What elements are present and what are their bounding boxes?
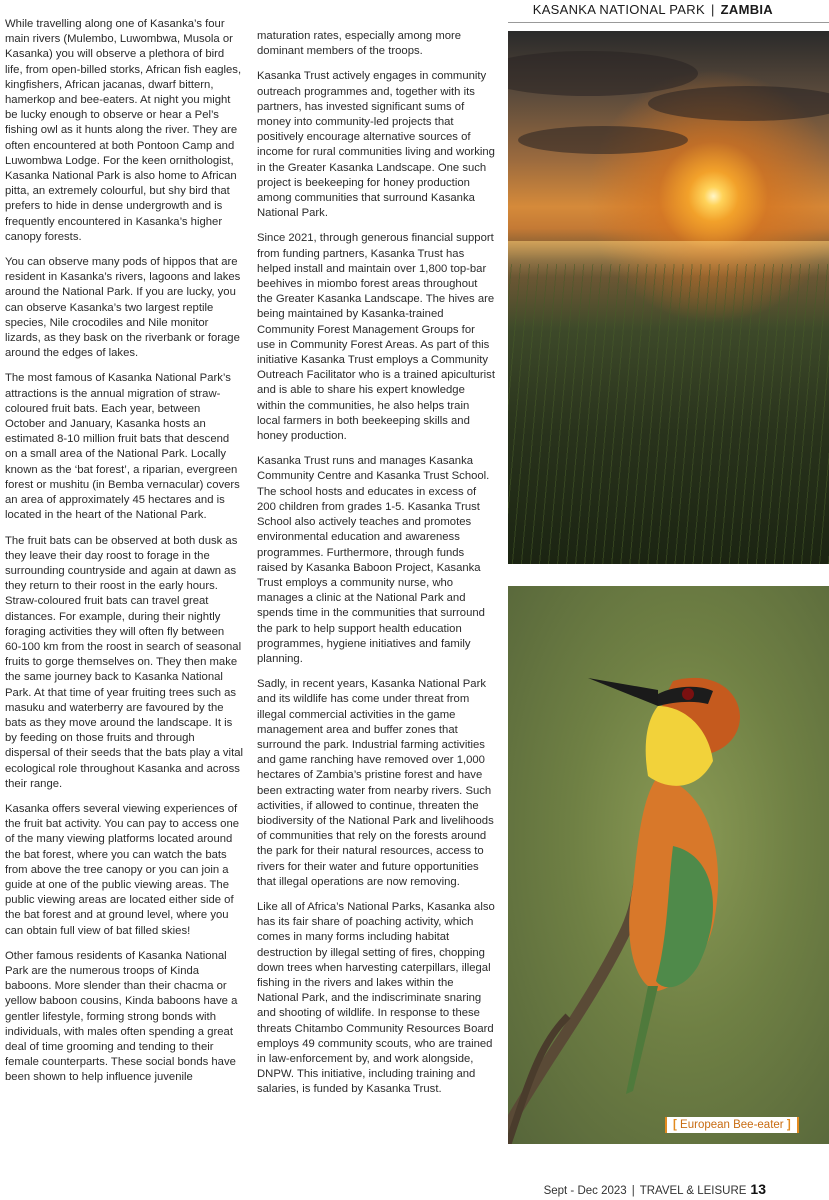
caption-text: European Bee-eater	[680, 1119, 784, 1131]
header-country: ZAMBIA	[720, 2, 773, 17]
caption-bracket-open: [	[673, 1119, 677, 1131]
cloud-shape	[518, 126, 688, 154]
header-separator: |	[710, 2, 715, 17]
bee-eater-bird-photo	[508, 586, 829, 1144]
paragraph: Kasanka Trust runs and manages Kasanka Community Centre and Kasanka Trust School. The school hosts and educates in excess of 200 children from grades 1-5. Kasanka Trust School also actively teaches and promotes environmental education and awareness programmes. Furthermore, through funds raised by Kasanka Baboon Project, Kasanka Trust employs a community nurse, who manages a clinic at the National Park and spends time in the communities that surround the park to help support health education programmes, hygiene initiatives and family planning.	[257, 455, 490, 665]
footer-magazine: TRAVEL & LEISURE	[639, 1185, 747, 1197]
paragraph: maturation rates, especially among more dominant members of the troops.	[257, 30, 462, 58]
paragraph: While travelling along one of Kasanka’s four main rivers (Mulembo, Luwombwa, Musola or Kasanka) you will observe a plethora of bird life, from open-billed storks, African fish eagles, kingfishers, African jacanas, dwarf bittern, hamerkop and bee-eaters. At night you might be lucky enough to observe or hear a Pel’s fishing owl as it hunts along the river. They are often encountered at both Pontoon Camp and Luwombwa Lodge. For the keen ornithologist, Kasanka National Park is also home to African pitta, an extremely colourful, but shy bird that prefers to hide in dense undergrowth and is frequently encountered in Kasanka’s higher canopy forests.	[5, 18, 242, 243]
bird-eye-shape	[682, 688, 694, 700]
paragraph: Other famous residents of Kasanka National Park are the numerous troops of Kinda baboons. More slender than their chacma or yellow baboon cousins, Kinda baboons have a gentler lifestyle, forming strong bonds with individuals, with males often spending a great deal of time grooming and tending to their female counterparts. These social bonds have been shown to help influence juvenile	[5, 949, 238, 1084]
article-column-right	[257, 29, 495, 1108]
running-header	[533, 2, 773, 17]
bird-tail-shape	[626, 986, 658, 1094]
page-footer	[544, 1181, 766, 1197]
paragraph: You can observe many pods of hippos that are resident in Kasanka’s rivers, lagoons and lakes around the National Park. If you are lucky, you can observe Kasanka’s two largest reptile species, Nile crocodiles and Nile monitor lizards, as they bask on the riverbank or forage around the edges of lakes.	[5, 256, 241, 360]
footer-issue: Sept - Dec 2023	[543, 1185, 627, 1197]
bird-beak-shape	[588, 678, 658, 706]
header-park: KASANKA NATIONAL PARK	[532, 2, 705, 17]
paragraph: Kasanka Trust actively engages in community outreach programmes and, together with its partners, has invested significant sums of money into community-led projects that positively encourage alternative sources of income for rural communities living and working in the Greater Kasanka Landscape. One such project is beekeeping for honey production among communities that surround Kasanka National Park.	[257, 70, 495, 220]
reeds-foreground	[508, 264, 829, 564]
paragraph: The fruit bats can be observed at both dusk as they leave their day roost to forage in the surrounding countryside and again at dawn as they return to their roost in the early hours. Straw-coloured fruit bats can travel great distances. For example, during their nightly foraging activities they will often fly between 60-100 km from the roost in search of seasonal fruits to gorge themselves on. They then make the same journey back to Kasanka National Park. At that time of year fruiting trees such as masuku and waterberry are favoured by the bats as they move around the landscape. It is by feeding on those fruits and through dispersal of their seeds that the bats play a vital ecological role throughout Kasanka and across their range.	[5, 534, 243, 790]
bee-eater-illustration	[508, 586, 829, 1144]
paragraph: The most famous of Kasanka National Park’s attractions is the annual migration of straw-coloured fruit bats. Each year, between October and January, Kasanka hosts an estimated 8-10 million fruit bats that descend on a small area of the National Park. Locally known as the ‘bat forest’, a riparian, evergreen forest or mushitu (in Bemba vernacular) covers an area of approximately 45 hectares and is located in the heart of the National Park.	[5, 372, 240, 522]
header-rule	[508, 22, 829, 23]
paragraph: Kasanka offers several viewing experiences of the fruit bat activity. You can pay to access one of the many viewing platforms located around the bat forest, where you can watch the bats from above the tree canopy or you can join a guide at one of the public viewing areas. The public viewing areas are located either side of the bat forest and at ground level, where you can obtain full view of bat filled skies!	[5, 802, 240, 937]
cloud-shape	[648, 86, 829, 121]
paragraph: Since 2021, through generous financial support from funding partners, Kasanka Trust has helped install and maintain over 1,800 top-bar beehives in miombo forest areas throughout the Greater Kasanka Landscape. The hives are being maintained by Kasanka-trained Community Forest Management Groups for use in Community Forest Areas. As part of this initiative Kasanka Trust employs a Community Outreach Facilitator who is a trained apiculturist and is able to share his expert knowledge within the communities, he also helps train local farmers in both beekeeping skills and honey production.	[257, 232, 495, 443]
article-column-left	[5, 17, 243, 1096]
photo-caption	[665, 1117, 799, 1133]
caption-bracket-close: ]	[786, 1119, 791, 1131]
page-number: 13	[750, 1181, 766, 1197]
paragraph: Like all of Africa’s National Parks, Kasanka also has its fair share of poaching activity, which comes in many forms including habitat destruction by illegal setting of fires, chopping down trees when harvesting caterpillars, illegal fishing in the rivers and lakes within the National Park, and the indiscriminate snaring and shooting of wildlife. In response to these threats Chitambo Community Resources Board employs 49 community scouts, who are trained in law-enforcement by, and work alongside, DNPW. This initiative, including training and salaries, is funded by Kasanka Trust.	[257, 900, 495, 1096]
sunset-wetland-photo	[508, 31, 829, 564]
cloud-shape	[508, 51, 698, 96]
footer-separator: |	[631, 1185, 635, 1197]
paragraph: Sadly, in recent years, Kasanka National Park and its wildlife has come under threat from illegal commercial activities in the game management area and buffer zones that surround the park. Industrial farming activities and game ranching have removed over 1,000 hectares of Zambia’s pristine forest and have been extracting water from nearby rivers. Such activities, if allowed to continue, threaten the biodiversity of the National Park and livelihoods of communities that rely on the forests around the park for their natural resources, access to rivers for their water and future opportunities that illegal operations are now removing.	[257, 678, 494, 888]
